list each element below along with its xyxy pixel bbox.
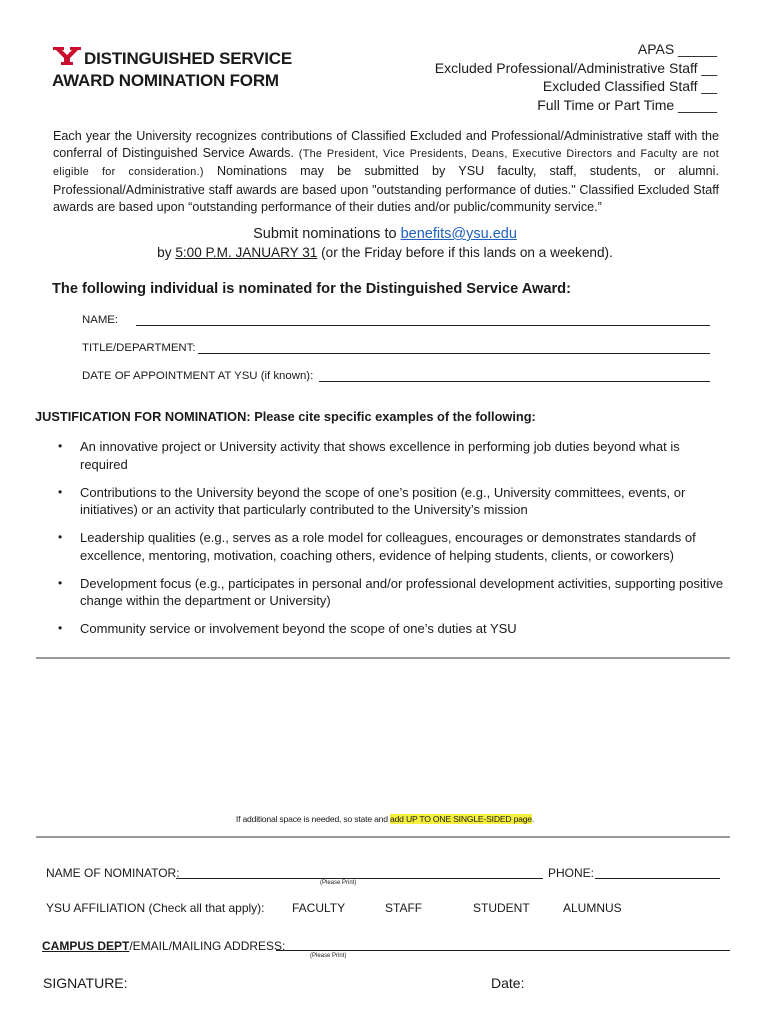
deadline: 5:00 P.M. JANUARY 31	[175, 245, 318, 260]
list-item	[58, 620, 724, 638]
nominee-name-input[interactable]	[136, 314, 710, 326]
list-item-text: Leadership qualities (e.g., serves as a role model for colleagues, encourages or demonstrates standards of excellence, mentoring, motivation, coaching others, evidence of helping students, clients, or coworkers)	[80, 530, 696, 563]
list-item-text: Contributions to the University beyond the scope of one’s position (e.g., University committees, events, or initiatives) or an activity that particularly contributed to the University’s mission	[80, 484, 686, 517]
signature-label: SIGNATURE:	[43, 975, 128, 991]
list-item	[58, 529, 724, 564]
please-print-note: (Please Print)	[320, 880, 357, 886]
bullet-icon: •	[58, 621, 63, 635]
category-apas[interactable]: APAS _____	[637, 41, 717, 57]
nominee-name-field	[82, 314, 710, 326]
affiliation-staff[interactable]: STAFF	[385, 901, 423, 915]
nominee-appointment-input[interactable]	[319, 370, 710, 382]
form-title	[52, 48, 292, 92]
list-item-text: An innovative project or University activity that shows excellence in performing job duties beyond what is required	[80, 439, 680, 472]
affiliation-label: YSU AFFILIATION (Check all that apply):	[46, 901, 265, 915]
category-excluded-professional[interactable]: Excluded Professional/Administrative Staff __	[434, 59, 717, 76]
intro-paragraph	[53, 128, 719, 216]
address-input[interactable]	[276, 950, 730, 951]
deadline-suffix: (or the Friday before if this lands on a weekend).	[317, 245, 613, 260]
nominee-title-label: TITLE/DEPARTMENT:	[82, 342, 196, 354]
submit-prefix: Submit nominations to	[253, 226, 401, 242]
category-excluded-classified[interactable]: Excluded Classified Staff __	[542, 78, 717, 94]
space-note-suffix: .	[531, 814, 535, 824]
nominator-name-input[interactable]	[176, 878, 543, 879]
space-note-highlight: add UP TO ONE SINGLE-SIDED page	[390, 814, 532, 824]
bullet-icon: •	[58, 439, 63, 453]
divider-bottom	[36, 836, 730, 838]
signature-input[interactable]	[130, 974, 460, 996]
category-full-or-part-time[interactable]: Full Time or Part Time _____	[537, 96, 717, 113]
intro-text-2: Nominations may be submitted by YSU faculty, staff, students, or alumni. Professional/Administrative staff awards are based upon "outstanding performance of duties." Classified Excluded Staff awards are based upon “outstanding performance of their duties and/or public/community service.”	[53, 164, 719, 214]
list-item-text: Community service or involvement beyond the scope of one’s duties at YSU	[80, 621, 517, 636]
submit-line-1	[0, 226, 770, 242]
form-title-line-1: DISTINGUISHED SERVICE	[84, 49, 293, 68]
staff-category-checklist	[435, 40, 717, 114]
list-item	[58, 575, 724, 610]
date-input[interactable]	[532, 974, 722, 996]
please-print-note-2: (Please Print)	[310, 953, 347, 959]
nominee-title-field	[82, 342, 710, 354]
affiliation-student[interactable]: STUDENT	[473, 901, 530, 915]
bullet-icon: •	[58, 575, 63, 590]
bullet-icon: •	[58, 530, 63, 544]
list-item	[58, 484, 724, 519]
nominee-appointment-label: DATE OF APPOINTMENT AT YSU (if known):	[82, 370, 314, 382]
affiliation-faculty[interactable]: FACULTY	[292, 901, 346, 915]
submit-email-link[interactable]: benefits@ysu.edu	[400, 226, 517, 242]
divider-top	[36, 657, 730, 659]
nominee-name-label: NAME:	[82, 314, 119, 326]
bullet-icon: •	[58, 484, 63, 499]
nominee-heading: The following individual is nominated for the Distinguished Service Award:	[52, 281, 571, 297]
justification-list	[58, 438, 724, 648]
campus-dept-label: CAMPUS DEPT	[42, 939, 130, 953]
additional-space-note	[0, 814, 770, 824]
address-label-rest: /EMAIL/MAILING ADDRESS:	[129, 939, 286, 953]
nominee-title-input[interactable]	[198, 342, 711, 354]
justification-heading: JUSTIFICATION FOR NOMINATION: Please cite specific examples of the following:	[35, 409, 536, 424]
intro-text-1: Each year the University recognizes contributions of Classified Excluded and Professional/Administrative staff with the conferral of Distinguished Service Awards.	[53, 129, 719, 161]
nominee-appointment-field	[82, 370, 710, 382]
list-item	[58, 438, 724, 473]
form-title-line-2: AWARD NOMINATION FORM	[52, 71, 279, 90]
nominator-name-label: NAME OF NOMINATOR:	[46, 866, 180, 880]
phone-input[interactable]	[595, 878, 720, 879]
justification-writing-area[interactable]	[36, 662, 730, 812]
date-label: Date:	[491, 975, 525, 991]
space-note-prefix: If additional space is needed, so state and	[235, 814, 391, 824]
address-label	[42, 939, 285, 953]
list-item-text: Development focus (e.g., participates in personal and/or professional development activities, supporting positive change within the department or University)	[80, 575, 724, 608]
phone-label: PHONE:	[548, 866, 595, 880]
intro-ineligible-note: (The President, Vice Presidents, Deans, Executive Directors and Faculty are not eligible for consideration.)	[53, 148, 720, 179]
submit-line-2	[0, 245, 770, 260]
deadline-prefix: by	[157, 245, 176, 260]
affiliation-alumnus[interactable]: ALUMNUS	[563, 901, 622, 915]
